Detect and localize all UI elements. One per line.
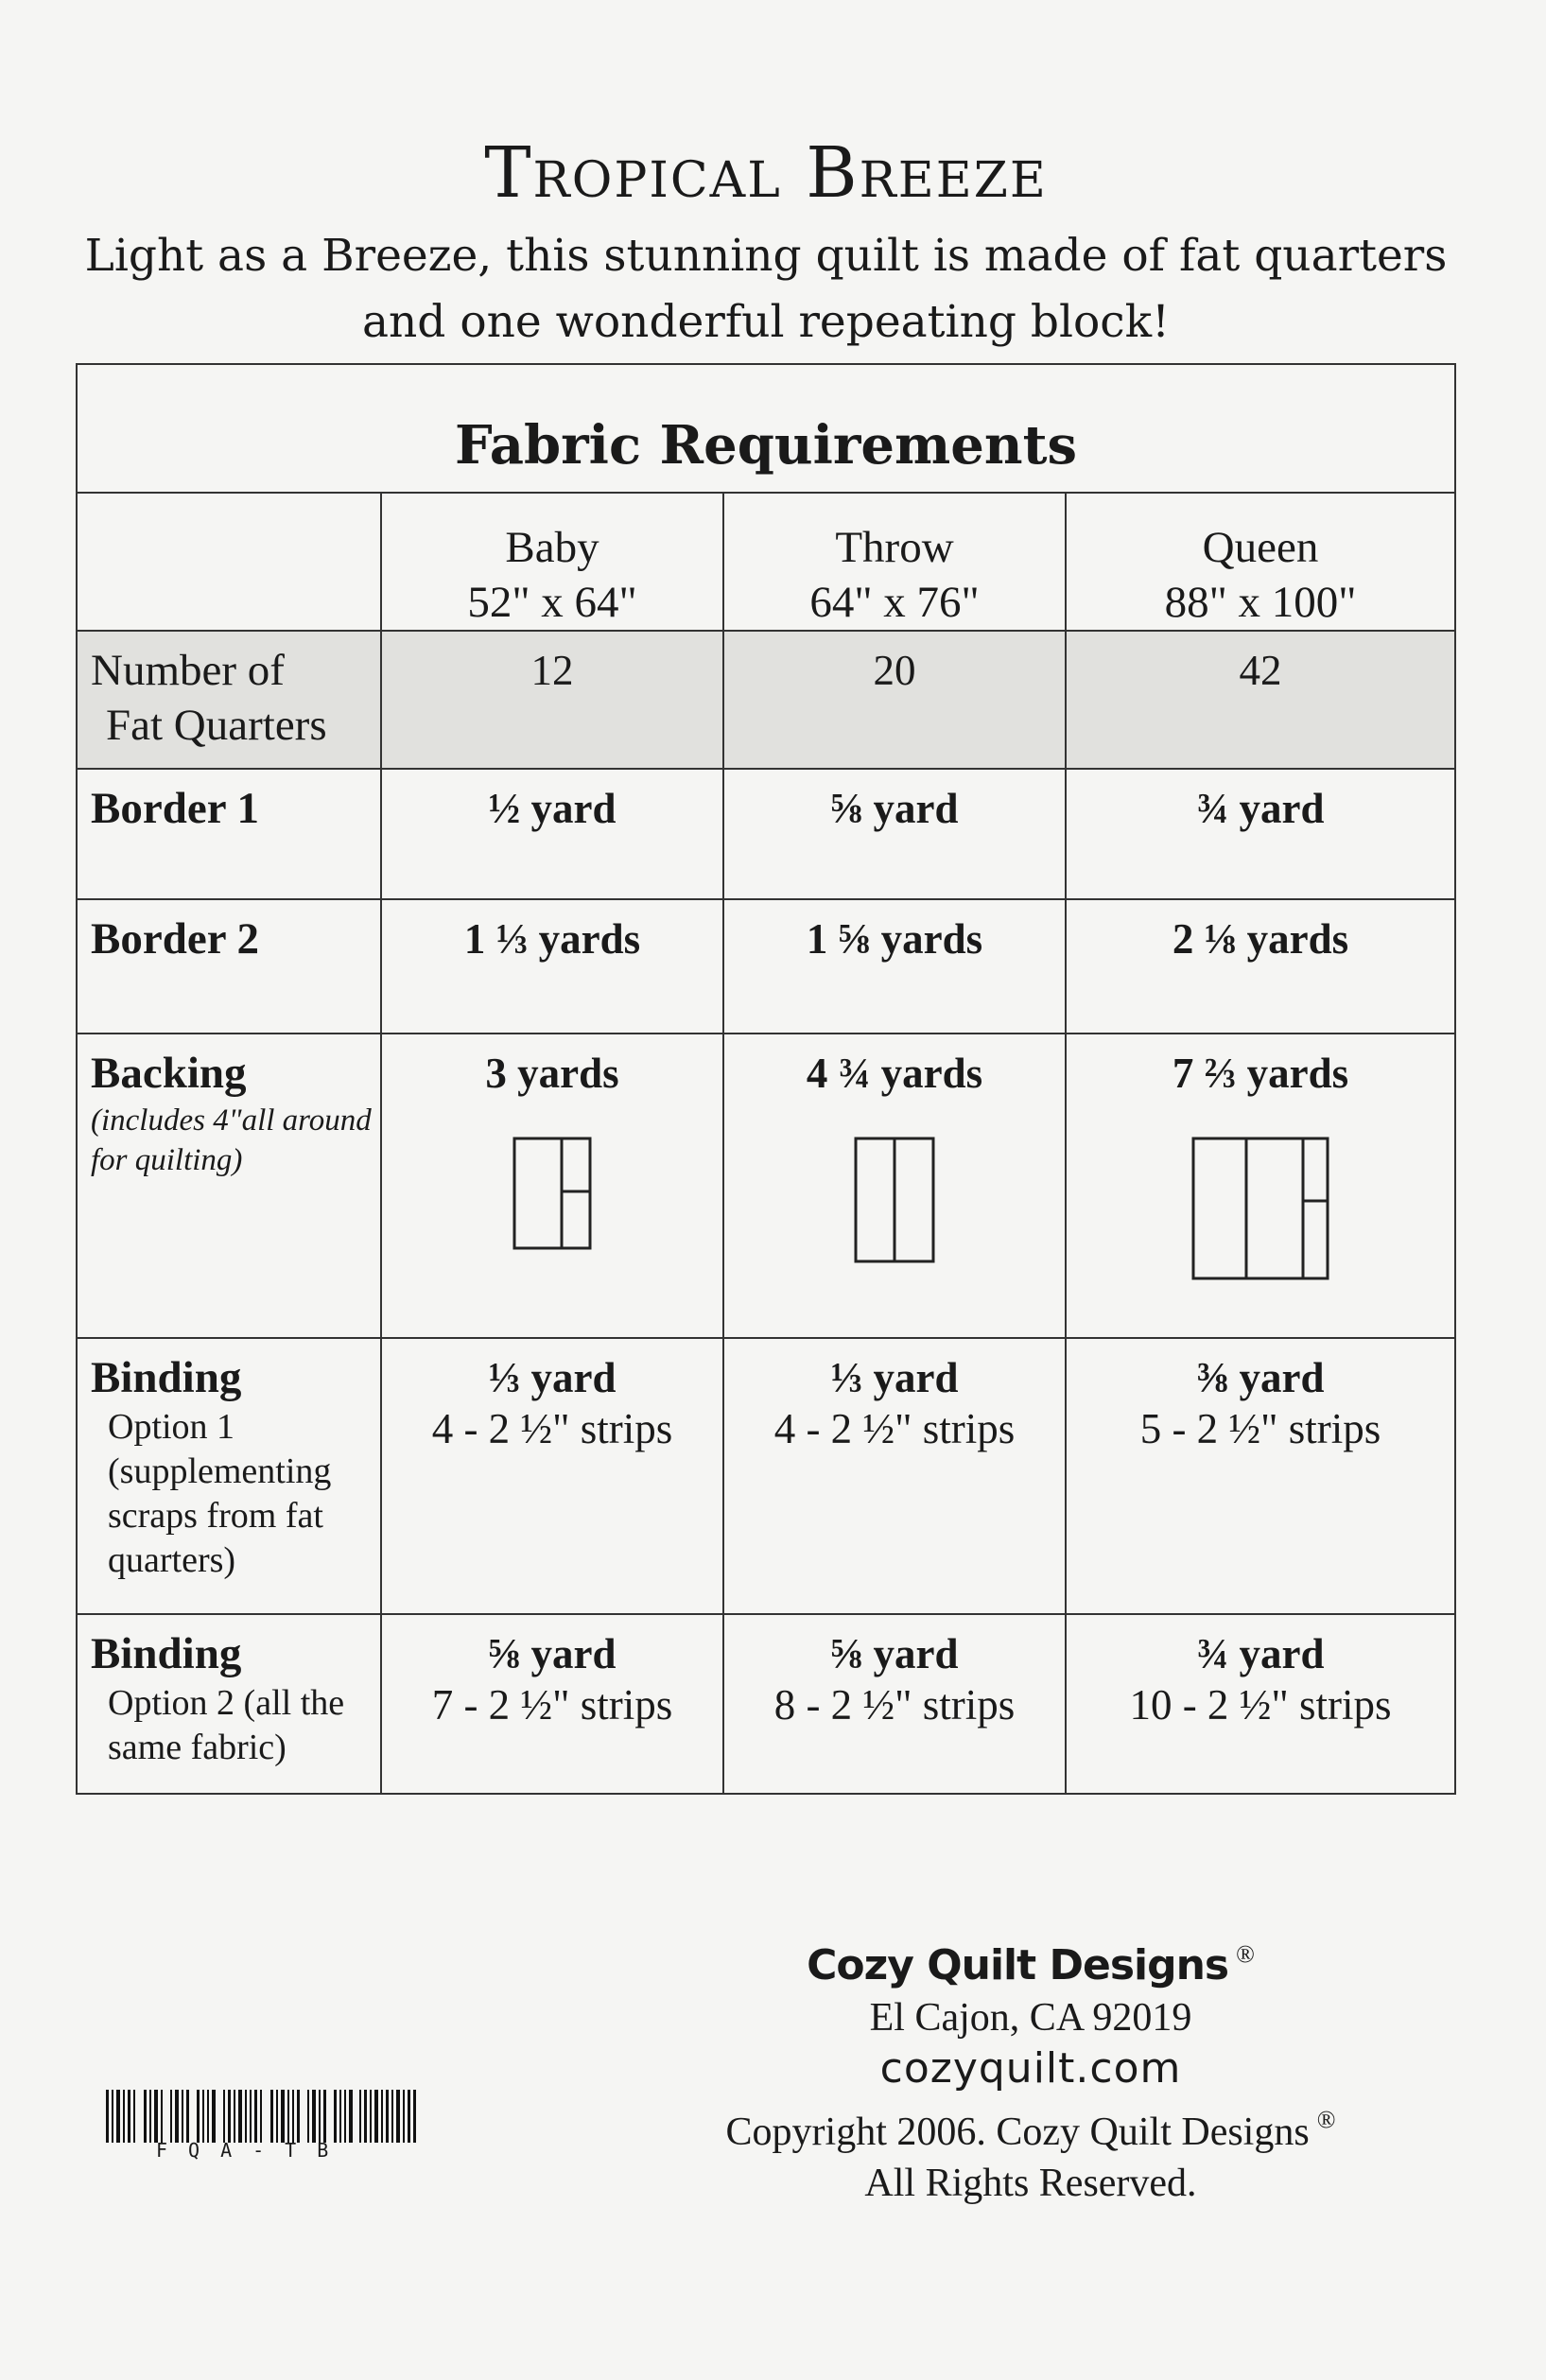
- table-cell: [723, 1338, 1066, 1614]
- amount: 1 ⅓ yards: [463, 915, 641, 963]
- size-name: Queen: [1202, 523, 1319, 572]
- company-city: El Cajon, CA 92019: [869, 1996, 1192, 2040]
- strips: 8 - 2 ½" strips: [773, 1681, 1016, 1729]
- amount: ¾ yard: [1196, 785, 1325, 832]
- company-name-line: [605, 1929, 1456, 1992]
- page-subtitle: Light as a Breeze, this stunning quilt is made of fat quarters and one wonderful repeating block!: [84, 230, 1448, 348]
- row-label-sub: Option 2 (all the same fabric): [108, 1683, 345, 1767]
- table-cell: [381, 1034, 723, 1338]
- size-baby: [381, 493, 723, 631]
- strips: 7 - 2 ½" strips: [431, 1681, 673, 1729]
- table-cell: [723, 1614, 1066, 1794]
- table-cell: [1066, 1034, 1455, 1338]
- size-dims: 52" x 64": [467, 578, 637, 627]
- table-heading: Fabric Requirements: [77, 364, 1455, 493]
- barcode-text: FQA-TB: [156, 2139, 350, 2162]
- table-cell: 42: [1066, 631, 1455, 769]
- row-label-binding-option-1: [77, 1338, 381, 1614]
- table-cell: [723, 899, 1066, 1034]
- empty-corner-cell: [77, 493, 381, 631]
- size-header-row: [77, 493, 1455, 631]
- amount: ⅓ yard: [830, 1354, 959, 1401]
- table-cell: [381, 1614, 723, 1794]
- row-label-fat-quarters: [77, 631, 381, 769]
- table-cell: 12: [381, 631, 723, 769]
- row-label-text: Border 1: [91, 784, 259, 833]
- fabric-requirements-table: [76, 363, 1456, 1795]
- barcode-icon: [106, 2090, 418, 2143]
- row-label-text: Binding: [91, 1629, 242, 1678]
- row-label-line: Number of: [91, 646, 285, 695]
- amount: ⅝ yard: [488, 1630, 617, 1677]
- company-name: Cozy Quilt Designs: [807, 1941, 1229, 1989]
- amount: ½ yard: [488, 785, 617, 832]
- table-cell: [381, 899, 723, 1034]
- row-label-text: Binding: [91, 1353, 242, 1402]
- table-cell: [381, 769, 723, 899]
- registered-mark: ®: [1316, 2106, 1336, 2133]
- row-label-text: Backing: [91, 1049, 247, 1098]
- backing-diagram-icon: [1191, 1137, 1329, 1280]
- table-cell: [723, 1034, 1066, 1338]
- row-label-border-2: [77, 899, 381, 1034]
- strips: 4 - 2 ½" strips: [773, 1405, 1016, 1452]
- size-name: Baby: [505, 523, 599, 572]
- rights-text: All Rights Reserved.: [864, 2162, 1197, 2205]
- amount: 3 yards: [485, 1050, 619, 1097]
- row-label-note: (includes 4"all around for quilting): [91, 1103, 372, 1177]
- table-row: [77, 1034, 1455, 1338]
- table-row: [77, 631, 1455, 769]
- table-cell: [723, 769, 1066, 899]
- size-name: Throw: [835, 523, 954, 572]
- size-dims: 64" x 76": [809, 578, 980, 627]
- table-cell: [381, 1338, 723, 1614]
- strips: 10 - 2 ½" strips: [1129, 1681, 1392, 1729]
- amount: 1 ⅝ yards: [806, 915, 983, 963]
- table-cell: [1066, 769, 1455, 899]
- table-row: [77, 1338, 1455, 1614]
- amount: ¾ yard: [1196, 1630, 1325, 1677]
- size-throw: [723, 493, 1066, 631]
- row-label-binding-option-2: [77, 1614, 381, 1794]
- strips: 4 - 2 ½" strips: [431, 1405, 673, 1452]
- amount: 2 ⅛ yards: [1172, 915, 1349, 963]
- copyright-text: Copyright 2006. Cozy Quilt Designs: [725, 2111, 1310, 2154]
- amount: 7 ⅔ yards: [1172, 1050, 1349, 1097]
- amount: ⅓ yard: [488, 1354, 617, 1401]
- company-website: cozyquilt.com: [879, 2044, 1182, 2093]
- row-label-border-1: [77, 769, 381, 899]
- copyright-line: [605, 2094, 1456, 2158]
- page-title: Tropical Breeze: [484, 132, 1048, 214]
- strips: 5 - 2 ½" strips: [1139, 1405, 1381, 1452]
- row-label-text: Border 2: [91, 914, 259, 964]
- table-row: [77, 769, 1455, 899]
- table-cell: [1066, 1614, 1455, 1794]
- table-row: [77, 899, 1455, 1034]
- table-cell: 20: [723, 631, 1066, 769]
- backing-diagram-icon: [512, 1137, 592, 1250]
- row-label-line: Fat Quarters: [106, 701, 327, 750]
- company-info: [605, 1929, 1456, 2209]
- table-row: [77, 1614, 1455, 1794]
- table-cell: [1066, 1338, 1455, 1614]
- amount: 4 ¾ yards: [806, 1050, 983, 1097]
- table-cell: [1066, 899, 1455, 1034]
- backing-diagram-icon: [854, 1137, 935, 1263]
- size-queen: [1066, 493, 1455, 631]
- size-dims: 88" x 100": [1164, 578, 1357, 627]
- amount: ⅝ yard: [830, 1630, 959, 1677]
- amount: ⅝ yard: [830, 785, 959, 832]
- registered-mark: ®: [1236, 1940, 1255, 1968]
- row-label-sub: Option 1 (supplementing scraps from fat quarters): [108, 1407, 332, 1580]
- row-label-backing: [77, 1034, 381, 1338]
- amount: ⅜ yard: [1196, 1354, 1325, 1401]
